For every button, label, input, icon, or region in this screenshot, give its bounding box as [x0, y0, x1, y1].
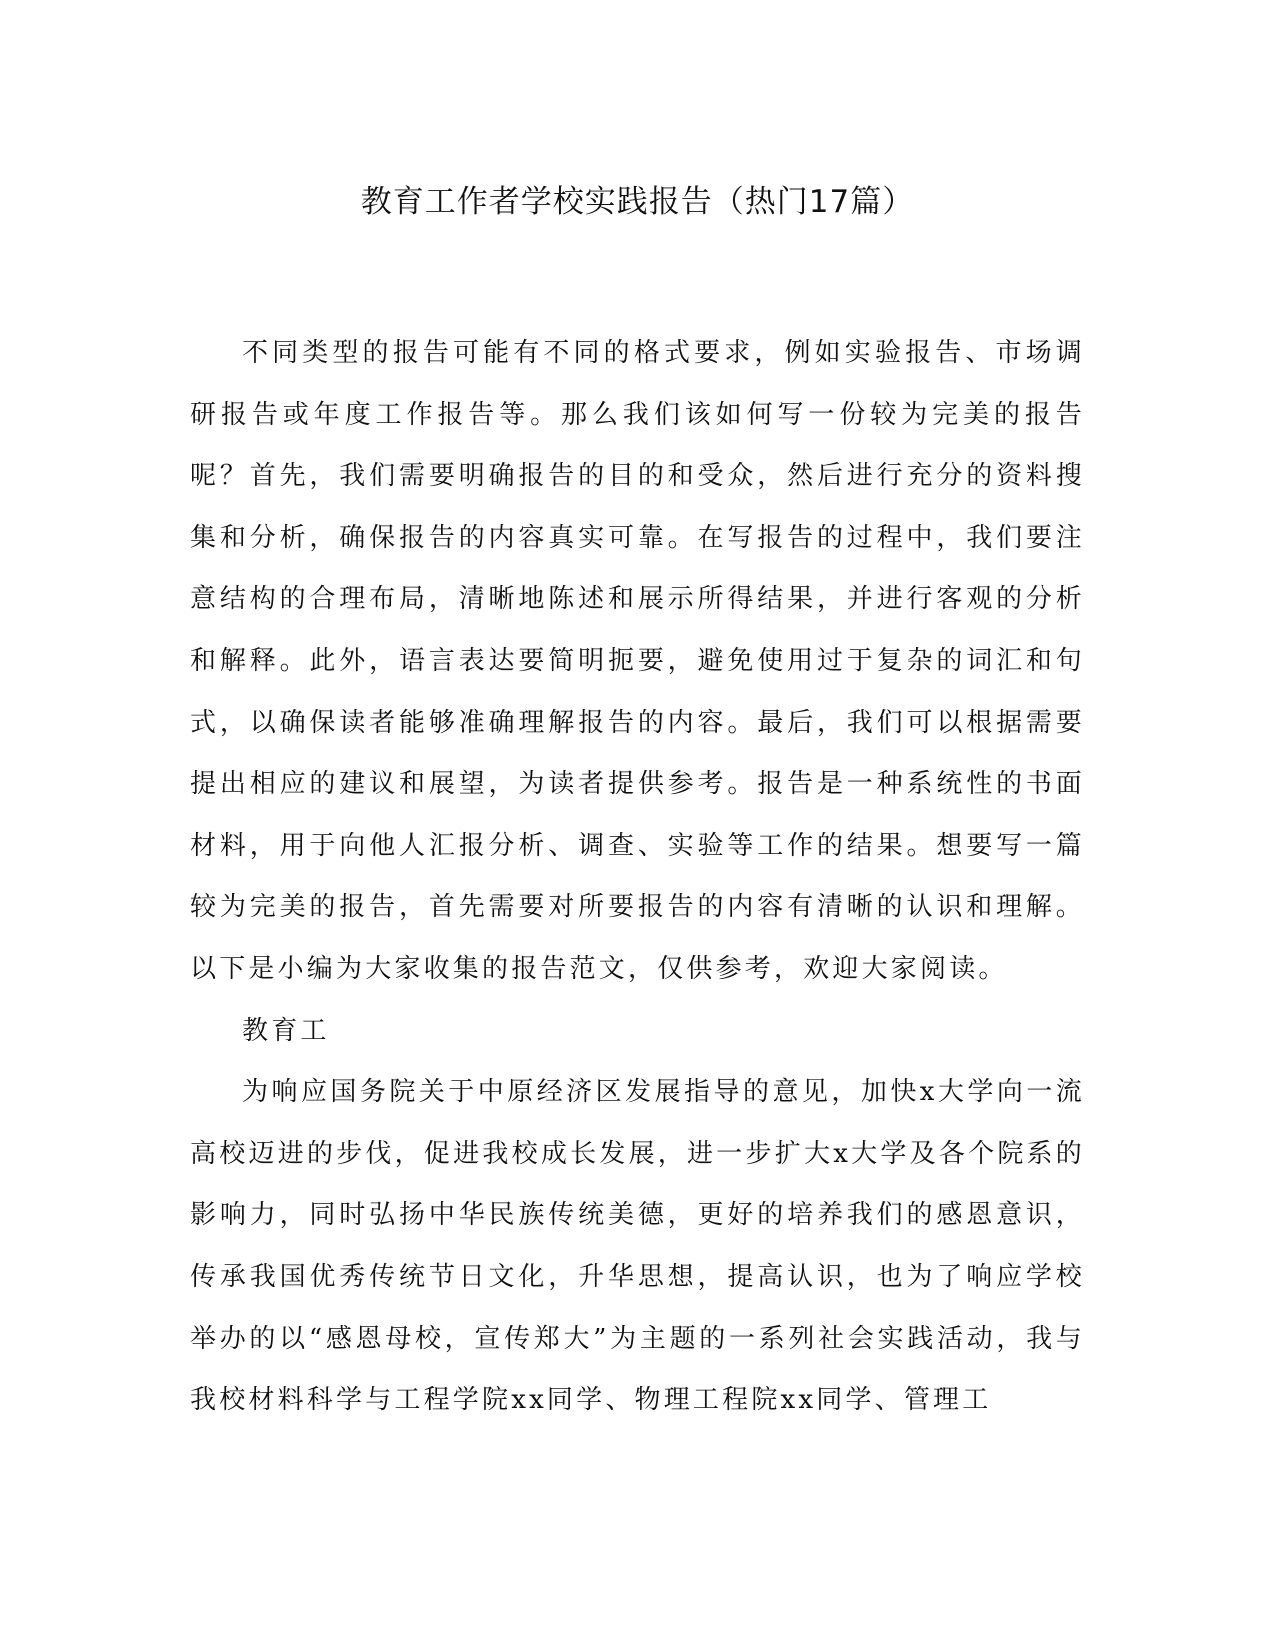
document-title: 教育工作者学校实践报告（热门17篇）: [360, 184, 915, 220]
document-body: [190, 323, 1085, 1432]
intro-paragraph: 不同类型的报告可能有不同的格式要求，例如实验报告、市场调研报告或年度工作报告等。那么我们该如何写一份较为完美的报告呢？首先，我们需要明确报告的目的和受众，然后进行充分的资料搜集和分析，确保报告的内容真实可靠。在写报告的过程中，我们要注意结构的合理布局，清晰地陈述和展示所得结果，并进行客观的分析和解释。此外，语言表达要简明扼要，避免使用过于复杂的词汇和句式，以确保读者能够准确理解报告的内容。最后，我们可以根据需要提出相应的建议和展望，为读者提供参考。报告是一种系统性的书面材料，用于向他人汇报分析、调查、实验等工作的结果。想要写一篇较为完美的报告，首先需要对所要报告的内容有清晰的认识和理解。以下是小编为大家收集的报告范文，仅供参考，欢迎大家阅读。: [190, 338, 1085, 984]
section-heading: 教育工: [242, 1015, 330, 1046]
body-paragraph: 为响应国务院关于中原经济区发展指导的意见，加快x大学向一流高校迈进的步伐，促进我校成长发展，进一步扩大x大学及各个院系的影响力，同时弘扬中华民族传统美德，更好的培养我们的感恩意识，传承我国优秀传统节日文化，升华思想，提高认识，也为了响应学校举办的以“感恩母校，宣传郑大”为主题的一系列社会实践活动，我与我校材料科学与工程学院xx同学、物理工程院xx同学、管理工: [190, 1077, 1085, 1416]
